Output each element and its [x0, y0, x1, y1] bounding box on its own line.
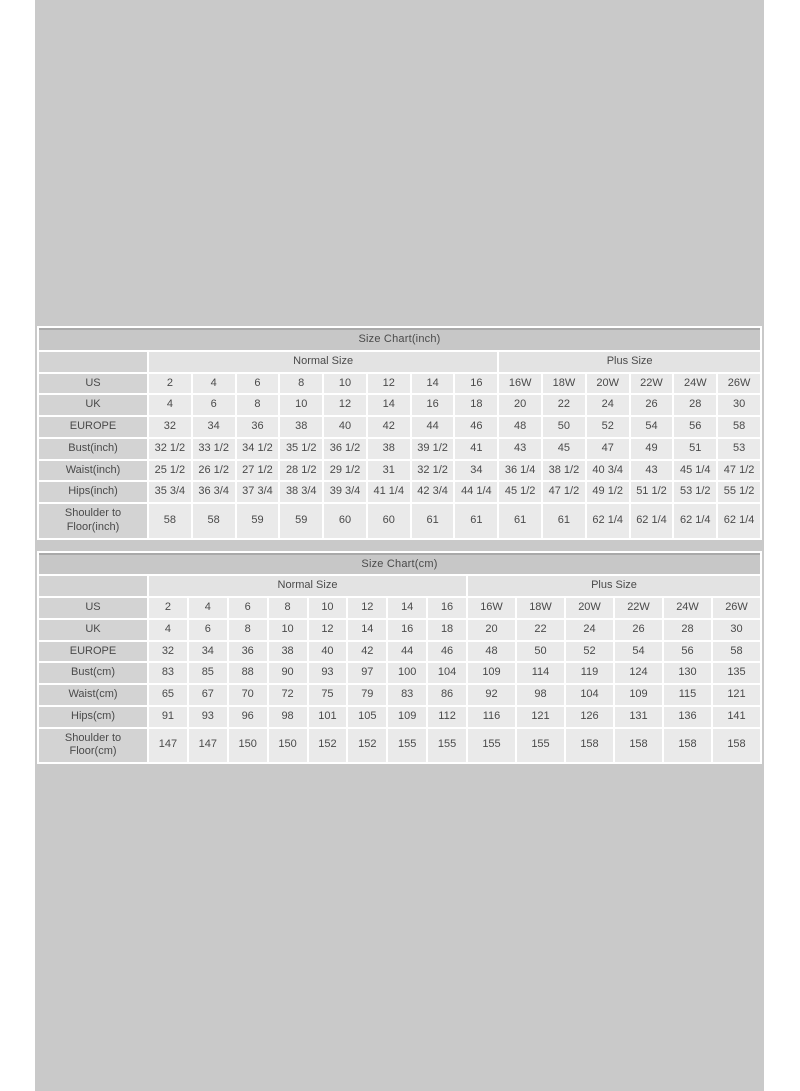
row-label: Bust(cm): [39, 663, 147, 683]
size-cell: 36: [237, 417, 279, 437]
size-cell: 30: [713, 620, 760, 640]
size-cell: 48: [468, 642, 515, 662]
size-cell: 61: [455, 504, 497, 538]
table-row: [39, 417, 760, 437]
size-cell: 152: [348, 729, 386, 763]
size-cell: 40: [309, 642, 347, 662]
size-cell: 92: [468, 685, 515, 705]
size-cell: 22W: [615, 598, 662, 618]
size-cell: 50: [543, 417, 585, 437]
size-cell: 124: [615, 663, 662, 683]
size-cell: 105: [348, 707, 386, 727]
size-cell: 20: [499, 395, 541, 415]
size-cell: 46: [455, 417, 497, 437]
size-cell: 42: [348, 642, 386, 662]
size-cell: 155: [388, 729, 426, 763]
size-cell: 119: [566, 663, 613, 683]
size-cell: 16: [412, 395, 454, 415]
size-cell: 135: [713, 663, 760, 683]
size-cell: 34: [189, 642, 227, 662]
size-cell: 90: [269, 663, 307, 683]
size-cell: 26 1/2: [193, 461, 235, 481]
size-cell: 54: [631, 417, 673, 437]
size-cell: 2: [149, 598, 187, 618]
row-label: Shoulder to Floor(inch): [39, 504, 147, 538]
row-label: Waist(cm): [39, 685, 147, 705]
size-cell: 4: [189, 598, 227, 618]
table-row: [39, 461, 760, 481]
size-cell: 27 1/2: [237, 461, 279, 481]
size-chart-inch-table: [37, 326, 762, 540]
size-cell: 109: [468, 663, 515, 683]
row-label: Hips(inch): [39, 482, 147, 502]
size-cell: 30: [718, 395, 760, 415]
table-row: [39, 620, 760, 640]
size-cell: 53 1/2: [674, 482, 716, 502]
size-cell: 34: [455, 461, 497, 481]
size-cell: 126: [566, 707, 613, 727]
size-chart-cm-table: [37, 551, 762, 765]
size-cell: 60: [368, 504, 410, 538]
size-cell: 41 1/4: [368, 482, 410, 502]
size-cell: 55 1/2: [718, 482, 760, 502]
size-cell: 83: [149, 663, 187, 683]
size-cell: 22: [543, 395, 585, 415]
size-cell: 26: [631, 395, 673, 415]
size-cell: 44: [388, 642, 426, 662]
size-chart-title: Size Chart(inch): [39, 328, 760, 350]
size-cell: 98: [269, 707, 307, 727]
size-cell: 44: [412, 417, 454, 437]
size-cell: 32: [149, 642, 187, 662]
size-cell: 36 1/4: [499, 461, 541, 481]
size-cell: 10: [280, 395, 322, 415]
size-cell: 8: [280, 374, 322, 394]
size-cell: 28: [674, 395, 716, 415]
size-cell: 16: [455, 374, 497, 394]
row-label: EUROPE: [39, 417, 147, 437]
size-cell: 46: [428, 642, 466, 662]
size-cell: 58: [713, 642, 760, 662]
row-label: Waist(inch): [39, 461, 147, 481]
size-cell: 70: [229, 685, 267, 705]
size-cell: 6: [189, 620, 227, 640]
size-cell: 158: [713, 729, 760, 763]
size-cell: 31: [368, 461, 410, 481]
size-cell: 12: [368, 374, 410, 394]
size-cell: 88: [229, 663, 267, 683]
size-cell: 10: [324, 374, 366, 394]
size-cell: 155: [468, 729, 515, 763]
size-cell: 18W: [517, 598, 564, 618]
size-cell: 150: [229, 729, 267, 763]
size-cell: 38: [269, 642, 307, 662]
size-cell: 61: [543, 504, 585, 538]
size-cell: 85: [189, 663, 227, 683]
size-cell: 6: [193, 395, 235, 415]
size-cell: 147: [189, 729, 227, 763]
size-cell: 152: [309, 729, 347, 763]
size-cell: 32 1/2: [412, 461, 454, 481]
row-label: EUROPE: [39, 642, 147, 662]
size-cell: 121: [517, 707, 564, 727]
size-cell: 50: [517, 642, 564, 662]
size-cell: 62 1/4: [587, 504, 629, 538]
row-label: UK: [39, 395, 147, 415]
size-cell: 35 1/2: [280, 439, 322, 459]
gray-canvas: [35, 0, 764, 1091]
size-cell: 62 1/4: [631, 504, 673, 538]
column-group-label: Plus Size: [468, 576, 760, 596]
size-cell: 20: [468, 620, 515, 640]
size-cell: 18: [455, 395, 497, 415]
size-cell: 58: [149, 504, 191, 538]
size-cell: 62 1/4: [674, 504, 716, 538]
size-cell: 20W: [566, 598, 613, 618]
size-cell: 33 1/2: [193, 439, 235, 459]
size-cell: 147: [149, 729, 187, 763]
size-cell: 155: [428, 729, 466, 763]
size-cell: 97: [348, 663, 386, 683]
size-cell: 141: [713, 707, 760, 727]
size-cell: 28: [664, 620, 711, 640]
size-cell: 79: [348, 685, 386, 705]
size-cell: 16: [388, 620, 426, 640]
size-cell: 104: [566, 685, 613, 705]
size-cell: 32 1/2: [149, 439, 191, 459]
size-cell: 8: [269, 598, 307, 618]
size-cell: 42 3/4: [412, 482, 454, 502]
size-cell: 158: [664, 729, 711, 763]
size-cell: 53: [718, 439, 760, 459]
size-cell: 26: [615, 620, 662, 640]
row-label: Shoulder to Floor(cm): [39, 729, 147, 763]
size-cell: 109: [615, 685, 662, 705]
size-cell: 24: [566, 620, 613, 640]
table-row: [39, 598, 760, 618]
table-row: [39, 504, 760, 538]
size-cell: 136: [664, 707, 711, 727]
size-cell: 36 3/4: [193, 482, 235, 502]
size-cell: 49: [631, 439, 673, 459]
size-cell: 40 3/4: [587, 461, 629, 481]
size-cell: 14: [348, 620, 386, 640]
row-label: UK: [39, 620, 147, 640]
size-cell: 67: [189, 685, 227, 705]
column-group-label: Normal Size: [149, 576, 466, 596]
size-cell: 24W: [664, 598, 711, 618]
size-cell: 32: [149, 417, 191, 437]
size-cell: 114: [517, 663, 564, 683]
size-cell: 47 1/2: [543, 482, 585, 502]
size-cell: 25 1/2: [149, 461, 191, 481]
size-cell: 39 3/4: [324, 482, 366, 502]
size-cell: 39 1/2: [412, 439, 454, 459]
column-group-label: Plus Size: [499, 352, 760, 372]
size-cell: 86: [428, 685, 466, 705]
size-cell: 26W: [713, 598, 760, 618]
size-cell: 100: [388, 663, 426, 683]
size-charts-content: [35, 0, 764, 764]
size-cell: 131: [615, 707, 662, 727]
size-cell: 14: [388, 598, 426, 618]
size-chart-inch-block: [37, 326, 762, 540]
size-cell: 34 1/2: [237, 439, 279, 459]
column-group-label: Normal Size: [149, 352, 497, 372]
size-cell: 155: [517, 729, 564, 763]
size-cell: 150: [269, 729, 307, 763]
size-cell: 116: [468, 707, 515, 727]
row-label: US: [39, 374, 147, 394]
size-cell: 91: [149, 707, 187, 727]
size-cell: 18W: [543, 374, 585, 394]
table-row: [39, 395, 760, 415]
table-row: [39, 663, 760, 683]
size-cell: 54: [615, 642, 662, 662]
size-cell: 47 1/2: [718, 461, 760, 481]
size-cell: 16W: [499, 374, 541, 394]
size-cell: 4: [149, 395, 191, 415]
size-cell: 61: [499, 504, 541, 538]
size-cell: 51: [674, 439, 716, 459]
size-cell: 14: [368, 395, 410, 415]
size-cell: 52: [587, 417, 629, 437]
size-cell: 16: [428, 598, 466, 618]
size-cell: 44 1/4: [455, 482, 497, 502]
size-cell: 93: [309, 663, 347, 683]
size-cell: 62 1/4: [718, 504, 760, 538]
size-cell: 36: [229, 642, 267, 662]
size-cell: 158: [566, 729, 613, 763]
size-cell: 52: [566, 642, 613, 662]
row-label: Hips(cm): [39, 707, 147, 727]
size-cell: 8: [237, 395, 279, 415]
size-cell: 4: [193, 374, 235, 394]
size-cell: 83: [388, 685, 426, 705]
size-cell: 45: [543, 439, 585, 459]
size-cell: 34: [193, 417, 235, 437]
size-cell: 28 1/2: [280, 461, 322, 481]
size-cell: 72: [269, 685, 307, 705]
size-cell: 12: [324, 395, 366, 415]
size-cell: 75: [309, 685, 347, 705]
size-cell: 43: [631, 461, 673, 481]
size-cell: 6: [237, 374, 279, 394]
size-cell: 48: [499, 417, 541, 437]
size-cell: 20W: [587, 374, 629, 394]
size-cell: 45 1/2: [499, 482, 541, 502]
size-cell: 60: [324, 504, 366, 538]
size-cell: 22W: [631, 374, 673, 394]
size-cell: 59: [280, 504, 322, 538]
size-cell: 112: [428, 707, 466, 727]
size-cell: 59: [237, 504, 279, 538]
size-cell: 38 3/4: [280, 482, 322, 502]
size-cell: 49 1/2: [587, 482, 629, 502]
size-cell: 24: [587, 395, 629, 415]
corner-cell: [39, 352, 147, 372]
size-cell: 51 1/2: [631, 482, 673, 502]
size-cell: 14: [412, 374, 454, 394]
size-cell: 130: [664, 663, 711, 683]
table-row: [39, 642, 760, 662]
size-cell: 40: [324, 417, 366, 437]
size-cell: 56: [664, 642, 711, 662]
table-row: [39, 439, 760, 459]
size-cell: 37 3/4: [237, 482, 279, 502]
size-cell: 36 1/2: [324, 439, 366, 459]
table-row: [39, 374, 760, 394]
size-cell: 58: [718, 417, 760, 437]
size-chart-title: Size Chart(cm): [39, 553, 760, 575]
size-cell: 56: [674, 417, 716, 437]
size-cell: 93: [189, 707, 227, 727]
size-cell: 115: [664, 685, 711, 705]
size-cell: 26W: [718, 374, 760, 394]
size-cell: 101: [309, 707, 347, 727]
size-cell: 158: [615, 729, 662, 763]
size-cell: 65: [149, 685, 187, 705]
size-cell: 109: [388, 707, 426, 727]
size-cell: 58: [193, 504, 235, 538]
table-row: [39, 482, 760, 502]
size-cell: 42: [368, 417, 410, 437]
size-cell: 61: [412, 504, 454, 538]
table-row: [39, 729, 760, 763]
size-cell: 104: [428, 663, 466, 683]
size-cell: 4: [149, 620, 187, 640]
size-cell: 98: [517, 685, 564, 705]
size-cell: 22: [517, 620, 564, 640]
corner-cell: [39, 576, 147, 596]
size-cell: 10: [309, 598, 347, 618]
size-chart-cm-block: [37, 551, 762, 765]
size-cell: 45 1/4: [674, 461, 716, 481]
size-cell: 38: [368, 439, 410, 459]
size-cell: 18: [428, 620, 466, 640]
size-cell: 16W: [468, 598, 515, 618]
size-cell: 29 1/2: [324, 461, 366, 481]
size-cell: 2: [149, 374, 191, 394]
size-cell: 10: [269, 620, 307, 640]
size-cell: 38: [280, 417, 322, 437]
size-cell: 38 1/2: [543, 461, 585, 481]
size-cell: 6: [229, 598, 267, 618]
size-cell: 24W: [674, 374, 716, 394]
size-cell: 47: [587, 439, 629, 459]
size-cell: 35 3/4: [149, 482, 191, 502]
size-cell: 43: [499, 439, 541, 459]
row-label: Bust(inch): [39, 439, 147, 459]
row-label: US: [39, 598, 147, 618]
size-cell: 8: [229, 620, 267, 640]
size-cell: 41: [455, 439, 497, 459]
table-row: [39, 685, 760, 705]
size-cell: 96: [229, 707, 267, 727]
size-cell: 12: [348, 598, 386, 618]
table-row: [39, 707, 760, 727]
size-cell: 121: [713, 685, 760, 705]
size-cell: 12: [309, 620, 347, 640]
